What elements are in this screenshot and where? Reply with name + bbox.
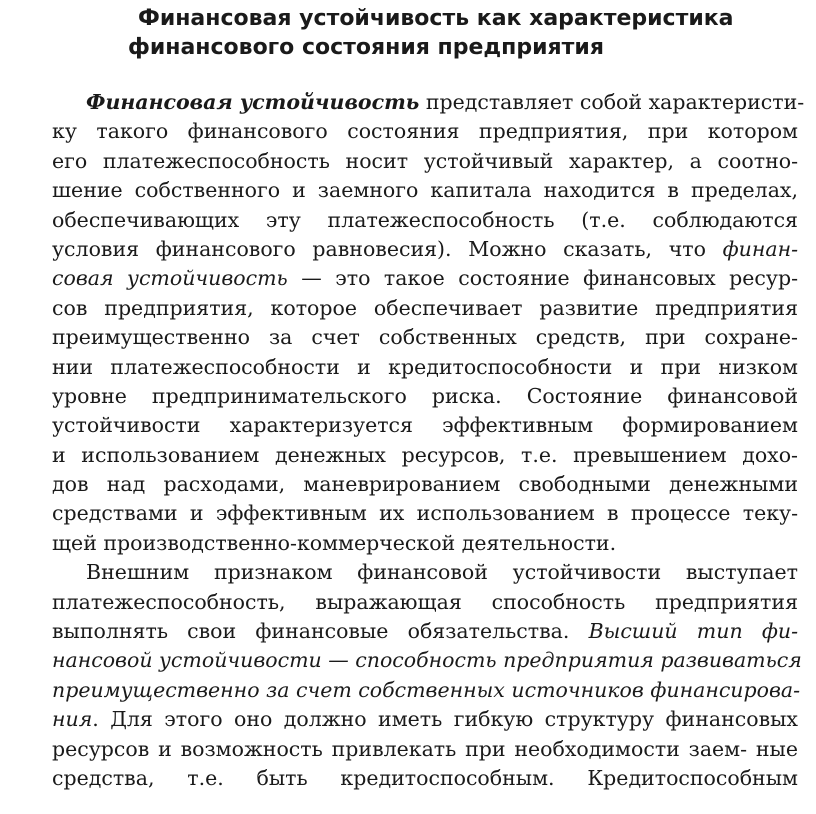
text-line: нансовой устойчивости — способность предприятия развиваться — [52, 648, 802, 673]
text-line: его платежеспособность носит устойчивый характер, а соотно- — [52, 148, 798, 173]
text-line: ния. Для этого оно должно иметь гибкую структуру финансовых — [52, 707, 798, 732]
text-line: сов предприятия, которое обеспечивает развитие предприятия — [52, 295, 798, 320]
text-line: шение собственного и заемного капитала находится в пределах, — [52, 178, 798, 203]
title-line-2: финансового состояния предприятия — [128, 35, 604, 60]
defined-term: Финансовая устойчивость — [86, 90, 420, 114]
text-line: преимущественно за счет собственных источников финансирова- — [52, 677, 801, 702]
text-line: средства, т.е. быть кредитоспособным. Кредитоспособным — [52, 765, 798, 790]
text-line: условия финансового равновесия). Можно сказать, что финан- — [52, 236, 798, 261]
paragraph-2 — [52, 558, 802, 793]
text-line: преимущественно за счет собственных средств, при сохране- — [52, 325, 798, 350]
text-line: совая устойчивость — это такое состояние финансовых ресур- — [52, 266, 799, 291]
text-line: нии платежеспособности и кредитоспособности и при низком — [52, 354, 798, 379]
text-line: ресурсов и возможность привлекать при необходимости заем- ные — [52, 736, 798, 761]
text-line: обеспечивающих эту платежеспособность (т.е. соблюдаются — [52, 207, 798, 232]
text-line: дов над расходами, маневрированием свободными денежными — [52, 472, 798, 497]
text-line: платежеспособность, выражающая способность предприятия — [52, 589, 798, 614]
text-line: выполнять свои финансовые обязательства. Высший тип фи- — [52, 619, 798, 644]
text-line: средствами и эффективным их использованием в процессе теку- — [52, 501, 798, 526]
text-line: Финансовая устойчивость представляет собой характеристи- — [86, 90, 805, 114]
text-line: уровне предпринимательского риска. Состояние финансовой — [52, 383, 798, 408]
paragraph-1 — [52, 88, 805, 558]
text-line: и использованием денежных ресурсов, т.е. превышением дохо- — [52, 442, 798, 467]
text-line: щей производственно-коммерческой деятельности. — [52, 530, 617, 555]
title-line-1: Финансовая устойчивость как характеристика — [138, 6, 734, 31]
text-line: устойчивости характеризуется эффективным формированием — [52, 413, 798, 438]
text-line: ку такого финансового состояния предприятия, при котором — [52, 119, 798, 144]
text-line: Внешним признаком финансовой устойчивости выступает — [86, 560, 798, 585]
document-body — [52, 88, 805, 793]
